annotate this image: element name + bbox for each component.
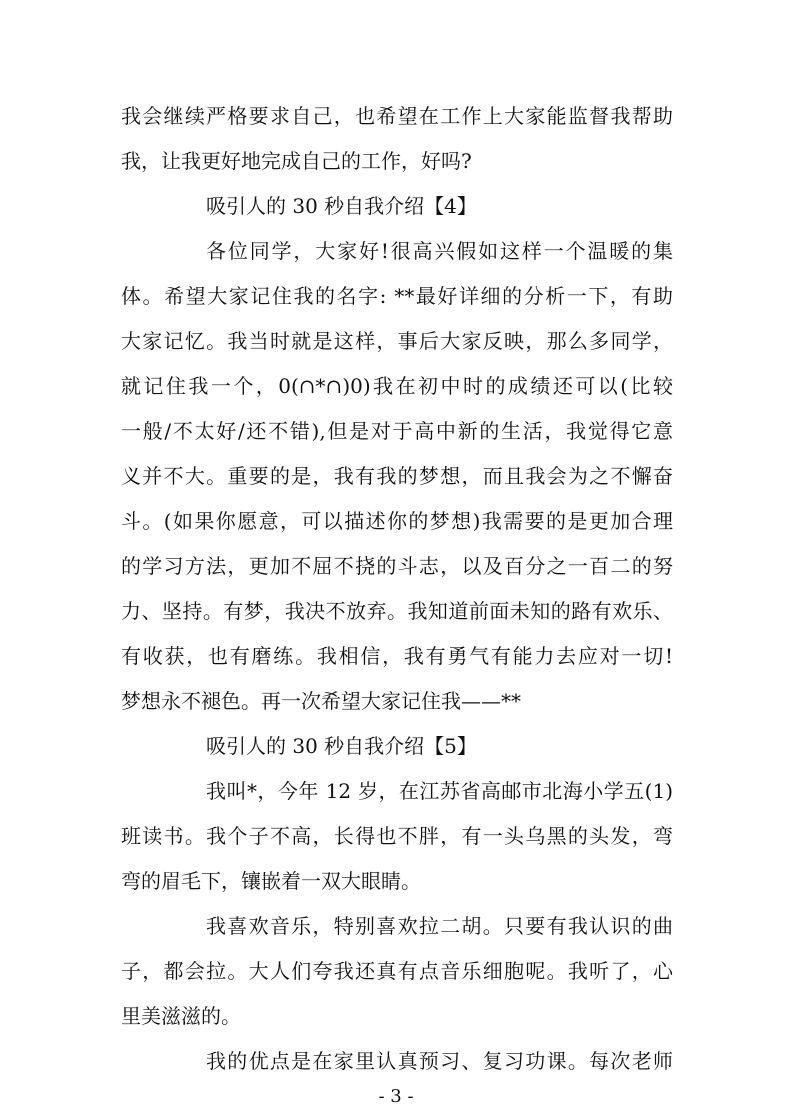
paragraph-line: 我会继续严格要求自己，也希望在工作上大家能监督我帮助 bbox=[121, 104, 673, 128]
paragraph-line: 斗。(如果你愿意，可以描述你的梦想)我需要的是更加合理 bbox=[121, 509, 673, 533]
paragraph-line: 班读书。我个子不高，长得也不胖，有一头乌黑的头发，弯 bbox=[121, 824, 673, 848]
paragraph-line: 一般/不太好/还不错),但是对于高中新的生活，我觉得它意 bbox=[121, 419, 673, 443]
paragraph-line: 我叫*，今年 12 岁，在江苏省高邮市北海小学五(1) bbox=[206, 779, 673, 803]
paragraph-line: 梦想永不褪色。再一次希望大家记住我——** bbox=[121, 689, 521, 713]
paragraph-line: 里美滋滋的。 bbox=[121, 1004, 241, 1028]
paragraph-line: 义并不大。重要的是，我有我的梦想，而且我会为之不懈奋 bbox=[121, 464, 673, 488]
paragraph-line: 力、坚持。有梦，我决不放弃。我知道前面未知的路有欢乐、 bbox=[121, 599, 673, 623]
paragraph-line: 弯的眉毛下，镶嵌着一双大眼睛。 bbox=[121, 869, 421, 893]
paragraph-line: 大家记忆。我当时就是这样，事后大家反映，那么多同学， bbox=[121, 329, 673, 353]
section-heading: 吸引人的 30 秒自我介绍【5】 bbox=[206, 734, 477, 758]
paragraph-line: 我喜欢音乐，特别喜欢拉二胡。只要有我认识的曲 bbox=[206, 914, 673, 938]
paragraph-line: 我，让我更好地完成自己的工作，好吗? bbox=[121, 149, 472, 173]
paragraph-line: 有收获，也有磨练。我相信，我有勇气有能力去应对一切! bbox=[121, 644, 673, 668]
paragraph-line: 我的优点是在家里认真预习、复习功课。每次老师 bbox=[206, 1049, 673, 1073]
paragraph-line: 的学习方法，更加不屈不挠的斗志，以及百分之一百二的努 bbox=[121, 554, 673, 578]
paragraph-line: 就记住我一个，0(∩*∩)0)我在初中时的成绩还可以(比较 bbox=[121, 374, 673, 398]
paragraph-line: 体。希望大家记住我的名字: **最好详细的分析一下，有助 bbox=[121, 284, 673, 308]
section-heading: 吸引人的 30 秒自我介绍【4】 bbox=[206, 194, 477, 218]
page-number: - 3 - bbox=[378, 1086, 414, 1107]
paragraph-line: 子，都会拉。大人们夸我还真有点音乐细胞呢。我听了，心 bbox=[121, 959, 673, 983]
paragraph-line: 各位同学，大家好!很高兴假如这样一个温暖的集 bbox=[206, 239, 673, 263]
